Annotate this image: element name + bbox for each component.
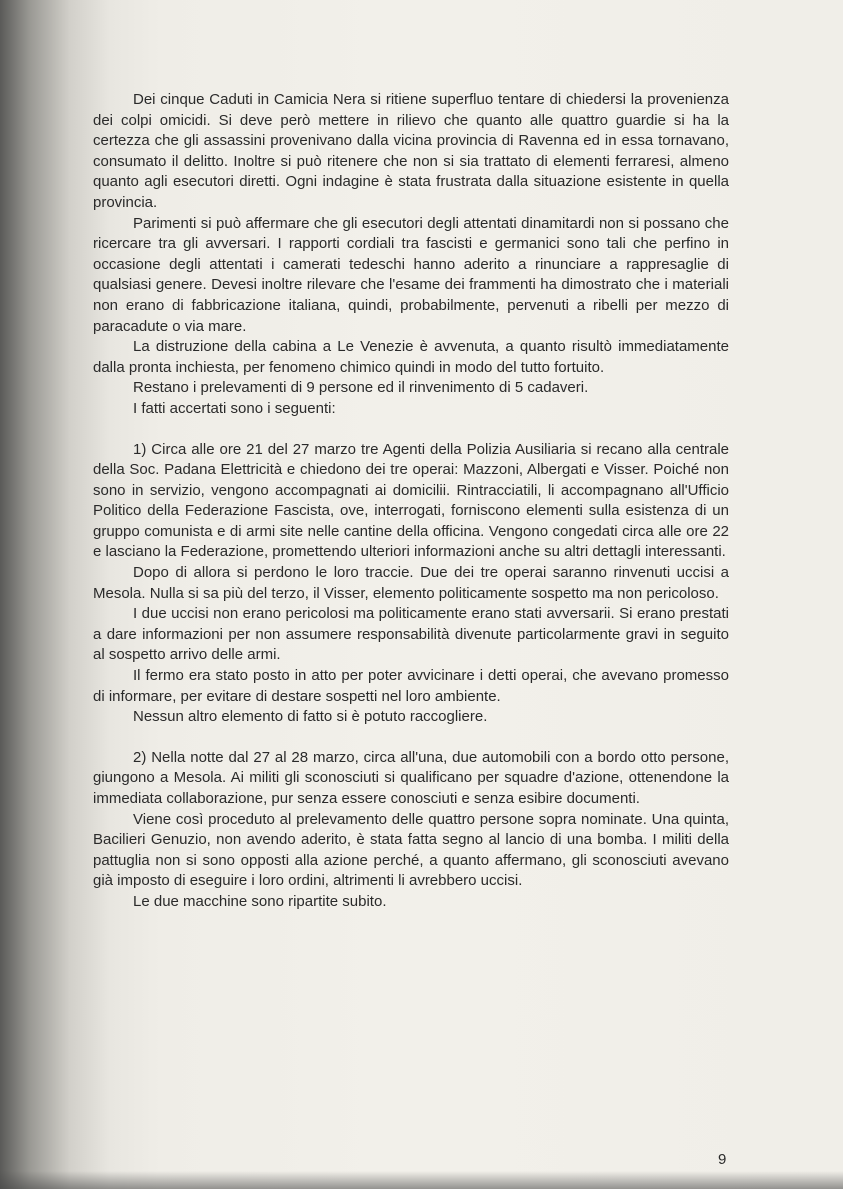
paragraph: 2) Nella notte dal 27 al 28 marzo, circa all'una, due automobili con a bordo otto persone, giungono a Mesola. Ai militi gli sconosciuti si qualificano per squadre d'azione, ottenendone la immediata collaborazione, pur senza essere conosciuti e senza esibire documenti. [93,748,729,807]
paragraph: I fatti accertati sono i seguenti: [133,399,336,417]
paragraph: Le due macchine sono ripartite subito. [133,892,387,910]
paragraph: Dei cinque Caduti in Camicia Nera si ritiene superfluo tentare di chiedersi la provenienza dei colpi omicidi. Si deve però mettere in rilievo che quanto alle quattro guardie si ha la certezza che gli assassini provenivano dalla vicina provincia di Ravenna ed in essa tornavano, consumato il delitto. Inoltre si può ritenere che non si sia trattato di elementi ferraresi, almeno quanto agli esecutori diretti. Ogni indagine è stata frustrata dalla situazione esistente in quella provincia. [93,91,729,211]
paragraph: La distruzione della cabina a Le Venezie è avvenuta, a quanto risultò immediatamente dalla pronta inchiesta, per fenomeno chimico quindi in modo del tutto fortuito. [93,338,729,376]
paragraph: Il fermo era stato posto in atto per poter avvicinare i detti operai, che avevano promesso di informare, per evitare di destare sospetti nel loro ambiente. [93,667,729,705]
paragraph: 1) Circa alle ore 21 del 27 marzo tre Agenti della Polizia Ausiliaria si recano alla centrale della Soc. Padana Elettricità e chiedono dei tre operai: Mazzoni, Albergati e Visser. Poiché non sono in servizio, vengono accompagnati ai domicilii. Rintracciatili, li accompagnano all'Ufficio Politico della Federazione Fascista, ove, interrogati, forniscono elementi sulla esistenza di un gruppo comunista e di armi site nelle cantine della officina. Vengono congedati circa alle ore 22 e lasciano la Federazione, promettendo ulteriori informazioni anche su altri dettagli interessanti. [93,440,729,561]
paragraph: Nessun altro elemento di fatto si è potuto raccogliere. [133,708,488,726]
page-bottom-edge [0,1171,843,1189]
paragraph: Parimenti si può affermare che gli esecutori degli attentati dinamitardi non si possano che ricercare tra gli avversari. I rapporti cordiali tra fascisti e germanici sono tali che perfino in occasione degli attentati i camerati tedeschi hanno aderito a rinunciare a rappresaglie di qualsiasi genere. Devesi inoltre rilevare che l'esame dei frammenti ha dimostrato che i materiali non erano di fabbricazione italiana, quindi, probabilmente, pervenuti a ribelli per mezzo di paracadute o via mare. [93,214,729,335]
body-text [93,90,729,913]
paragraph: I due uccisi non erano pericolosi ma politicamente erano stati avversarii. Si erano prestati a dare informazioni per non assumere responsabilità divenute particolarmente gravi in seguito al sospetto arrivo delle armi. [93,605,729,664]
page-number: 9 [718,1151,727,1168]
paragraph: Restano i prelevamenti di 9 persone ed il rinvenimento di 5 cadaveri. [133,379,589,397]
paragraph: Viene così proceduto al prelevamento delle quattro persone sopra nominate. Una quinta, Bacilieri Genuzio, non avendo aderito, è stata fatta segno al lancio di una bomba. I militi della pattuglia non si sono opposti alla azione perché, a quanto affermano, gli sconosciuti avevano già imposto di eseguire i loro ordini, altrimenti li avrebbero uccisi. [93,810,729,890]
paragraph: Dopo di allora si perdono le loro traccie. Due dei tre operai saranno rinvenuti uccisi a Mesola. Nulla si sa più del terzo, il Visser, elemento politicamente sospetto ma non pericoloso. [93,564,729,602]
